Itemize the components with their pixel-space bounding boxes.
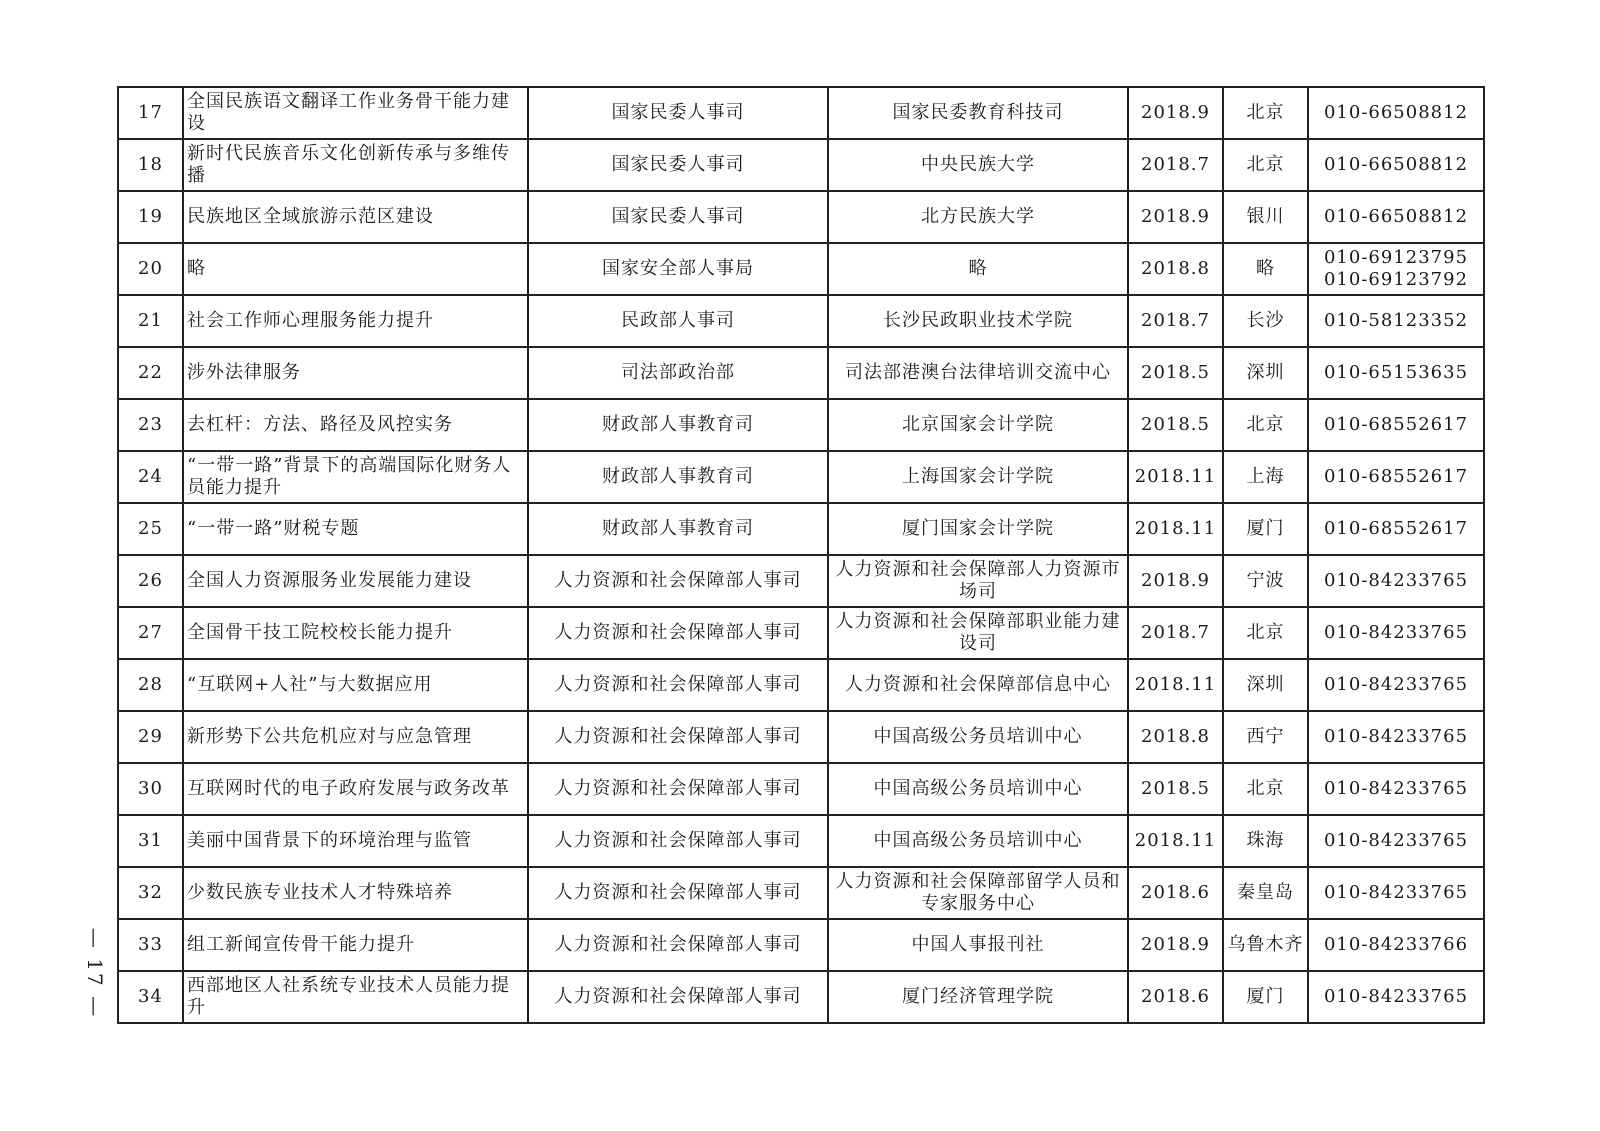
program-date: 2018.5 <box>1128 399 1223 451</box>
row-number: 25 <box>118 503 183 555</box>
contact-phone-cell <box>1308 503 1484 555</box>
host-institution: 中央民族大学 <box>828 139 1128 191</box>
organizer-department: 人力资源和社会保障部人事司 <box>528 659 828 711</box>
organizer-department: 人力资源和社会保障部人事司 <box>528 711 828 763</box>
organizer-department: 国家民委人事司 <box>528 191 828 243</box>
table-row <box>118 971 1484 1023</box>
organizer-department: 人力资源和社会保障部人事司 <box>528 607 828 659</box>
contact-phone-cell <box>1308 87 1484 139</box>
contact-phone-cell <box>1308 607 1484 659</box>
row-number: 27 <box>118 607 183 659</box>
contact-phone-cell <box>1308 191 1484 243</box>
program-date: 2018.9 <box>1128 555 1223 607</box>
contact-phone: 010-84233765 <box>1323 986 1469 1007</box>
table-row <box>118 87 1484 139</box>
contact-phone-cell <box>1308 451 1484 503</box>
program-name: 组工新闻宣传骨干能力提升 <box>183 919 528 971</box>
contact-phone: 010-84233766 <box>1323 934 1469 955</box>
host-institution: 人力资源和社会保障部留学人员和专家服务中心 <box>828 867 1128 919</box>
row-number: 31 <box>118 815 183 867</box>
row-number: 17 <box>118 87 183 139</box>
table-row <box>118 919 1484 971</box>
contact-phone-cell <box>1308 815 1484 867</box>
program-location: 厦门 <box>1223 971 1308 1023</box>
contact-phone-cell <box>1308 243 1484 295</box>
organizer-department: 司法部政治部 <box>528 347 828 399</box>
row-number: 22 <box>118 347 183 399</box>
organizer-department: 民政部人事司 <box>528 295 828 347</box>
program-name: “互联网+人社”与大数据应用 <box>183 659 528 711</box>
program-location: 略 <box>1223 243 1308 295</box>
program-location: 宁波 <box>1223 555 1308 607</box>
program-date: 2018.9 <box>1128 191 1223 243</box>
table-row <box>118 243 1484 295</box>
contact-phone-cell <box>1308 971 1484 1023</box>
program-date: 2018.7 <box>1128 295 1223 347</box>
organizer-department: 国家民委人事司 <box>528 139 828 191</box>
program-date: 2018.8 <box>1128 243 1223 295</box>
organizer-department: 人力资源和社会保障部人事司 <box>528 867 828 919</box>
contact-phone: 010-66508812 <box>1323 102 1469 123</box>
program-name: 民族地区全域旅游示范区建设 <box>183 191 528 243</box>
host-institution: 上海国家会计学院 <box>828 451 1128 503</box>
contact-phone-cell <box>1308 867 1484 919</box>
organizer-department: 人力资源和社会保障部人事司 <box>528 815 828 867</box>
contact-phone-cell <box>1308 711 1484 763</box>
contact-phone-cell <box>1308 763 1484 815</box>
contact-phone-cell <box>1308 659 1484 711</box>
contact-phone-cell <box>1308 295 1484 347</box>
host-institution: 人力资源和社会保障部人力资源市场司 <box>828 555 1128 607</box>
contact-phone: 010-84233765 <box>1323 674 1469 695</box>
program-name: 涉外法律服务 <box>183 347 528 399</box>
table-row <box>118 659 1484 711</box>
host-institution: 北京国家会计学院 <box>828 399 1128 451</box>
organizer-department: 人力资源和社会保障部人事司 <box>528 763 828 815</box>
program-date: 2018.5 <box>1128 763 1223 815</box>
program-date: 2018.11 <box>1128 815 1223 867</box>
host-institution: 厦门国家会计学院 <box>828 503 1128 555</box>
program-date: 2018.11 <box>1128 659 1223 711</box>
host-institution: 人力资源和社会保障部职业能力建设司 <box>828 607 1128 659</box>
program-location: 秦皇岛 <box>1223 867 1308 919</box>
program-name: 互联网时代的电子政府发展与政务改革 <box>183 763 528 815</box>
program-location: 北京 <box>1223 139 1308 191</box>
program-location: 长沙 <box>1223 295 1308 347</box>
contact-phone: 010-84233765 <box>1323 726 1469 747</box>
contact-phone: 010-66508812 <box>1323 154 1469 175</box>
program-name: 新形势下公共危机应对与应急管理 <box>183 711 528 763</box>
program-name: “一带一路”背景下的高端国际化财务人员能力提升 <box>183 451 528 503</box>
host-institution: 长沙民政职业技术学院 <box>828 295 1128 347</box>
table-row <box>118 815 1484 867</box>
contact-phone: 010-69123792 <box>1323 269 1469 290</box>
program-location: 深圳 <box>1223 659 1308 711</box>
program-date: 2018.6 <box>1128 971 1223 1023</box>
host-institution: 人力资源和社会保障部信息中心 <box>828 659 1128 711</box>
program-name: 全国民族语文翻译工作业务骨干能力建设 <box>183 87 528 139</box>
program-location: 银川 <box>1223 191 1308 243</box>
contact-phone-cell <box>1308 347 1484 399</box>
page-number-text: — 17 — <box>83 927 108 1019</box>
row-number: 20 <box>118 243 183 295</box>
organizer-department: 国家民委人事司 <box>528 87 828 139</box>
row-number: 30 <box>118 763 183 815</box>
row-number: 24 <box>118 451 183 503</box>
host-institution: 中国高级公务员培训中心 <box>828 815 1128 867</box>
table-row <box>118 295 1484 347</box>
host-institution: 中国高级公务员培训中心 <box>828 711 1128 763</box>
program-name: 略 <box>183 243 528 295</box>
contact-phone: 010-69123795 <box>1323 247 1469 268</box>
program-date: 2018.7 <box>1128 607 1223 659</box>
program-location: 西宁 <box>1223 711 1308 763</box>
host-institution: 中国高级公务员培训中心 <box>828 763 1128 815</box>
row-number: 28 <box>118 659 183 711</box>
row-number: 18 <box>118 139 183 191</box>
host-institution: 略 <box>828 243 1128 295</box>
program-location: 厦门 <box>1223 503 1308 555</box>
table-row <box>118 451 1484 503</box>
program-location: 北京 <box>1223 399 1308 451</box>
contact-phone: 010-68552617 <box>1323 466 1469 487</box>
table-row <box>118 191 1484 243</box>
page-number <box>78 913 112 1033</box>
table-row <box>118 607 1484 659</box>
row-number: 32 <box>118 867 183 919</box>
host-institution: 中国人事报刊社 <box>828 919 1128 971</box>
program-date: 2018.11 <box>1128 451 1223 503</box>
program-name: 西部地区人社系统专业技术人员能力提升 <box>183 971 528 1023</box>
program-name: 去杠杆：方法、路径及风控实务 <box>183 399 528 451</box>
contact-phone: 010-84233765 <box>1323 882 1469 903</box>
row-number: 33 <box>118 919 183 971</box>
contact-phone: 010-84233765 <box>1323 570 1469 591</box>
program-location: 上海 <box>1223 451 1308 503</box>
table-row <box>118 711 1484 763</box>
contact-phone: 010-84233765 <box>1323 830 1469 851</box>
program-name: 全国人力资源服务业发展能力建设 <box>183 555 528 607</box>
program-date: 2018.9 <box>1128 87 1223 139</box>
program-name: “一带一路”财税专题 <box>183 503 528 555</box>
table-row <box>118 867 1484 919</box>
program-location: 北京 <box>1223 87 1308 139</box>
contact-phone: 010-68552617 <box>1323 518 1469 539</box>
program-date: 2018.8 <box>1128 711 1223 763</box>
contact-phone-cell <box>1308 555 1484 607</box>
contact-phone-cell <box>1308 139 1484 191</box>
program-date: 2018.7 <box>1128 139 1223 191</box>
table-row <box>118 399 1484 451</box>
table-row <box>118 503 1484 555</box>
program-date: 2018.11 <box>1128 503 1223 555</box>
organizer-department: 财政部人事教育司 <box>528 451 828 503</box>
program-name: 新时代民族音乐文化创新传承与多维传播 <box>183 139 528 191</box>
program-name: 少数民族专业技术人才特殊培养 <box>183 867 528 919</box>
contact-phone-cell <box>1308 399 1484 451</box>
program-date: 2018.5 <box>1128 347 1223 399</box>
contact-phone: 010-84233765 <box>1323 778 1469 799</box>
host-institution: 国家民委教育科技司 <box>828 87 1128 139</box>
program-name: 全国骨干技工院校校长能力提升 <box>183 607 528 659</box>
organizer-department: 人力资源和社会保障部人事司 <box>528 555 828 607</box>
organizer-department: 财政部人事教育司 <box>528 503 828 555</box>
row-number: 21 <box>118 295 183 347</box>
program-location: 深圳 <box>1223 347 1308 399</box>
table-row <box>118 139 1484 191</box>
table-body <box>118 87 1484 1023</box>
contact-phone: 010-65153635 <box>1323 362 1469 383</box>
program-date: 2018.6 <box>1128 867 1223 919</box>
program-location: 珠海 <box>1223 815 1308 867</box>
row-number: 34 <box>118 971 183 1023</box>
program-location: 北京 <box>1223 763 1308 815</box>
contact-phone: 010-68552617 <box>1323 414 1469 435</box>
row-number: 26 <box>118 555 183 607</box>
organizer-department: 国家安全部人事局 <box>528 243 828 295</box>
organizer-department: 人力资源和社会保障部人事司 <box>528 919 828 971</box>
program-location: 北京 <box>1223 607 1308 659</box>
host-institution: 司法部港澳台法律培训交流中心 <box>828 347 1128 399</box>
contact-phone: 010-66508812 <box>1323 206 1469 227</box>
contact-phone: 010-58123352 <box>1323 310 1469 331</box>
row-number: 19 <box>118 191 183 243</box>
training-program-table <box>117 86 1485 1024</box>
table-row <box>118 347 1484 399</box>
organizer-department: 财政部人事教育司 <box>528 399 828 451</box>
row-number: 23 <box>118 399 183 451</box>
program-location: 乌鲁木齐 <box>1223 919 1308 971</box>
program-name: 美丽中国背景下的环境治理与监管 <box>183 815 528 867</box>
program-date: 2018.9 <box>1128 919 1223 971</box>
contact-phone-cell <box>1308 919 1484 971</box>
contact-phone: 010-84233765 <box>1323 622 1469 643</box>
host-institution: 厦门经济管理学院 <box>828 971 1128 1023</box>
organizer-department: 人力资源和社会保障部人事司 <box>528 971 828 1023</box>
row-number: 29 <box>118 711 183 763</box>
host-institution: 北方民族大学 <box>828 191 1128 243</box>
table-row <box>118 555 1484 607</box>
table-row <box>118 763 1484 815</box>
program-name: 社会工作师心理服务能力提升 <box>183 295 528 347</box>
